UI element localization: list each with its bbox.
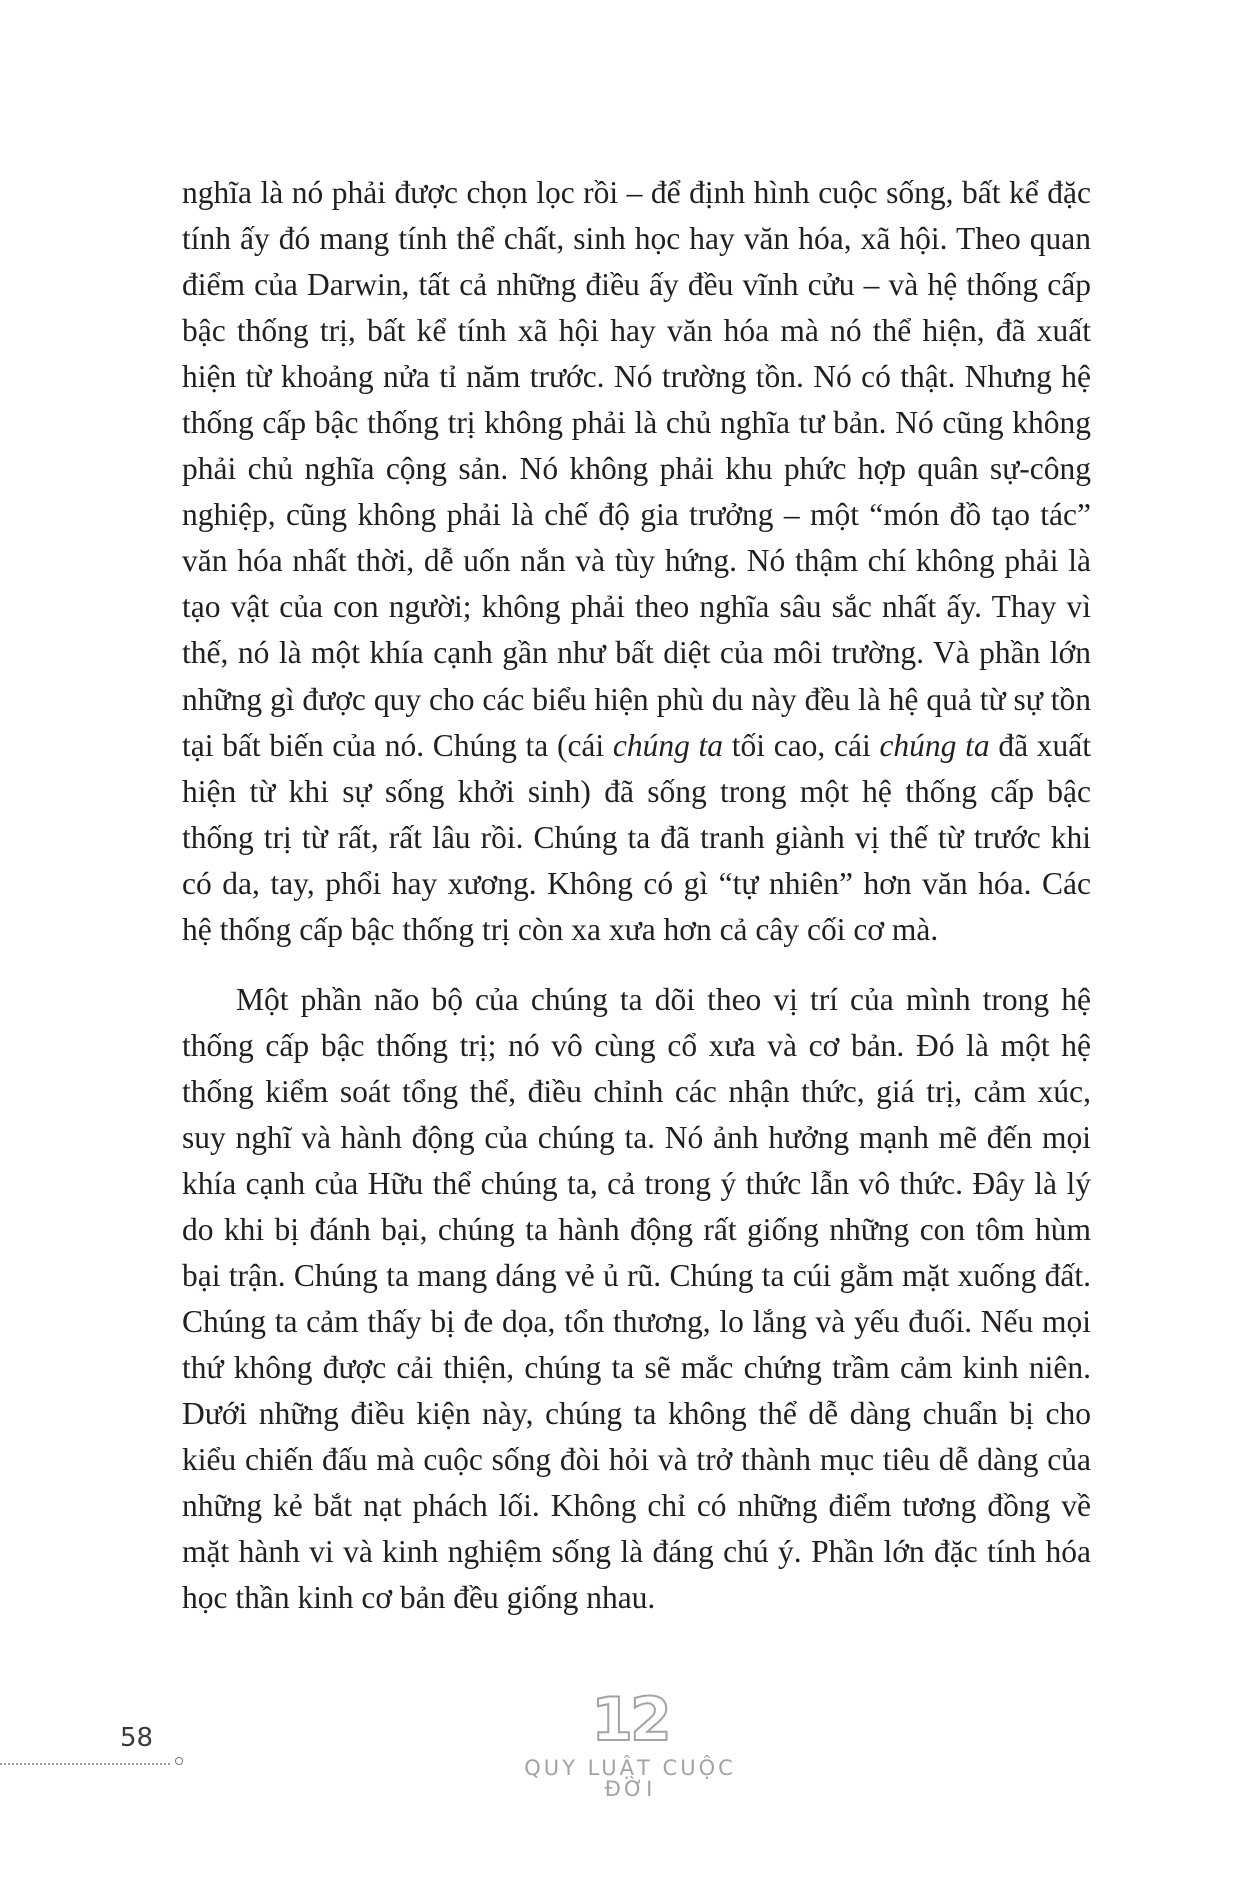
paragraph-1-segment: đã xuất hiện từ khi sự sống khởi sinh) đã sống trong một hệ thống cấp bậc thống trị từ rất, rất lâu rồi. Chúng ta đã tranh giành vị thế từ trước khi có da, tay, phổi hay xương. Không có gì “tự nhiên” hơn văn hóa. Các hệ thống cấp bậc thống trị còn xa xưa hơn cả cây cối cơ mà. (182, 727, 1091, 947)
body-paragraph-1 (182, 170, 1091, 953)
book-title: QUY LUẬT CUỘC ĐỜI (524, 1756, 736, 1801)
paragraph-1-segment: tối cao, cái (723, 727, 880, 763)
body-paragraph-2: Một phần não bộ của chúng ta dõi theo vị trí của mình trong hệ thống cấp bậc thống trị; nó vô cùng cổ xưa và cơ bản. Đó là một hệ thống kiểm soát tổng thể, điều chỉnh các nhận thức, giá trị, cảm xúc, suy nghĩ và hành động của chúng ta. Nó ảnh hưởng mạnh mẽ đến mọi khía cạnh của Hữu thể chúng ta, cả trong ý thức lẫn vô thức. Đây là lý do khi bị đánh bại, chúng ta hành động rất giống những con tôm hùm bại trận. Chúng ta mang dáng vẻ ủ rũ. Chúng ta cúi gằm mặt xuống đất. Chúng ta cảm thấy bị đe dọa, tổn thương, lo lắng và yếu đuối. Nếu mọi thứ không được cải thiện, chúng ta sẽ mắc chứng trầm cảm kinh niên. Dưới những điều kiện này, chúng ta không thể dễ dàng chuẩn bị cho kiểu chiến đấu mà cuộc sống đòi hỏi và trở thành mục tiêu dễ dàng của những kẻ bắt nạt phách lối. Không chỉ có những điểm tương đồng về mặt hành vi và kinh nghiệm sống là đáng chú ý. Phần lớn đặc tính hóa học thần kinh cơ bản đều giống nhau. (182, 981, 1091, 1616)
paragraph-1-segment: nghĩa là nó phải được chọn lọc rồi – để định hình cuộc sống, bất kể đặc tính ấy đó mang tính thể chất, sinh học hay văn hóa, xã hội. Theo quan điểm của Darwin, tất cả những điều ấy đều vĩnh cửu – và hệ thống cấp bậc thống trị, bất kể tính xã hội hay văn hóa mà nó thể hiện, đã xuất hiện từ khoảng nửa tỉ năm trước. Nó trường tồn. Nó có thật. Nhưng hệ thống cấp bậc thống trị không phải là chủ nghĩa tư bản. Nó cũng không phải chủ nghĩa cộng sản. Nó không phải khu phức hợp quân sự-công nghiệp, cũng không phải là chế độ gia trưởng – một “món đồ tạo tác” văn hóa nhất thời, dễ uốn nắn và tùy hứng. Nó thậm chí không phải là tạo vật của con người; không phải theo nghĩa sâu sắc nhất ấy. Thay vì thế, nó là một khía cạnh gần như bất diệt của môi trường. Và phần lớn những gì được quy cho các biểu hiện phù du này đều là hệ quả từ sự tồn tại bất biến của nó. Chúng ta (cái (182, 175, 1091, 763)
footer-dotted-rule (0, 1763, 170, 1765)
paragraph-1-emphasis: chúng ta (879, 727, 990, 763)
page-number: 58 (120, 1723, 154, 1753)
page-body (182, 170, 1091, 1621)
footer-circle-icon (175, 1757, 183, 1765)
paragraph-1-emphasis: chúng ta (612, 727, 724, 763)
book-number: 12 (591, 1685, 669, 1755)
book-logo (510, 1685, 750, 1801)
